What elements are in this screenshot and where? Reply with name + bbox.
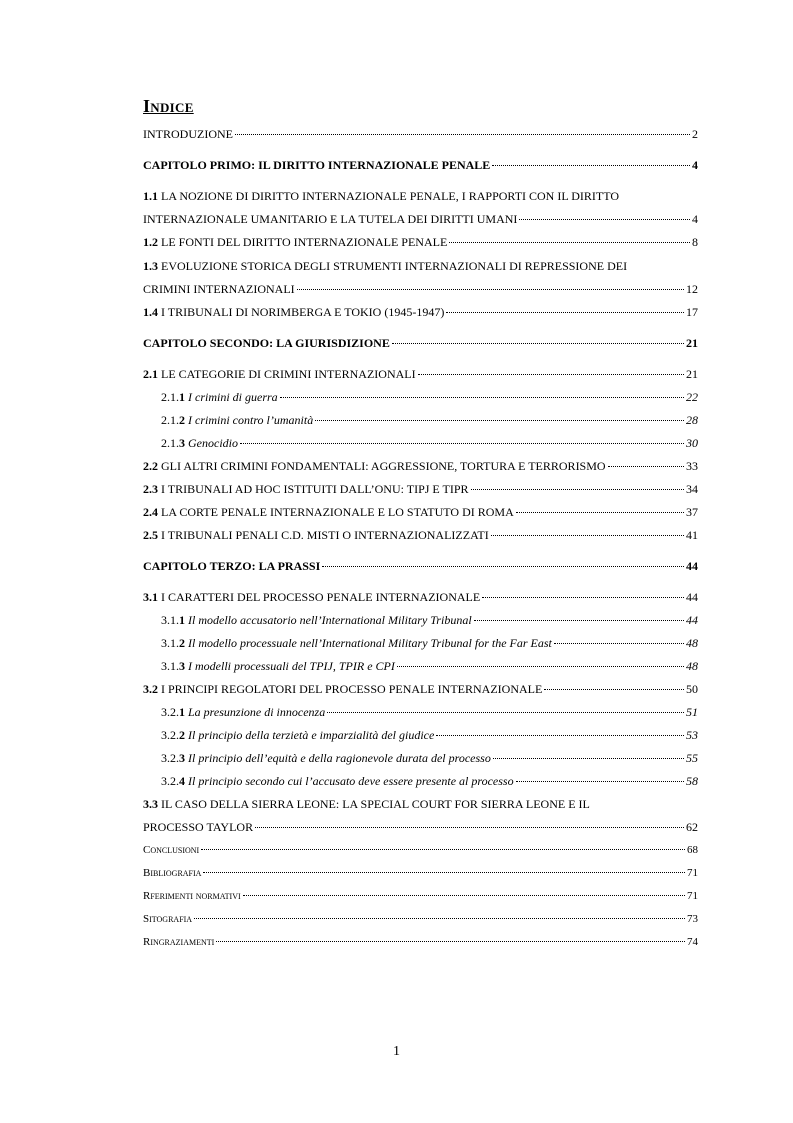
toc-entry-page: 51 xyxy=(686,705,698,719)
toc-entry-2-1[interactable] xyxy=(143,366,698,382)
toc-entry-number: 2.1.1 xyxy=(161,390,185,404)
toc-entry-number: 2.4 xyxy=(143,505,158,519)
toc-entry-page: 71 xyxy=(687,867,698,879)
toc-entry-label: CAPITOLO PRIMO: IL DIRITTO INTERNAZIONALE PENALE xyxy=(143,158,491,172)
toc-entry-1-1[interactable] xyxy=(143,211,698,227)
toc-entry-label: GLI ALTRI CRIMINI FONDAMENTALI: AGGRESSIONE, TORTURA E TERRORISMO xyxy=(161,459,606,473)
toc-entry-number: 1.1 xyxy=(143,189,158,203)
toc-entry-label: LE CATEGORIE DI CRIMINI INTERNAZIONALI xyxy=(161,367,416,381)
toc-entry-number: 1.4 xyxy=(143,305,158,319)
toc-leader-dots xyxy=(392,343,684,344)
toc-entry-page: 2 xyxy=(692,127,698,141)
toc-entry-2-1-3[interactable] xyxy=(161,435,698,451)
toc-entry-label: CRIMINI INTERNAZIONALI xyxy=(143,282,295,296)
toc-entry-page: 53 xyxy=(686,728,698,742)
toc-entry-label-line1: EVOLUZIONE STORICA DEGLI STRUMENTI INTERNAZIONALI DI REPRESSIONE DEI xyxy=(161,259,628,273)
toc-entry-page: 22 xyxy=(686,390,698,404)
toc-entry-label: La presunzione di innocenza xyxy=(188,705,326,719)
toc-entry-number: 3.2.4 xyxy=(161,774,185,788)
index-title: Indice xyxy=(143,96,194,116)
toc-entry-label: CAPITOLO TERZO: LA PRASSI xyxy=(143,559,321,573)
toc-leader-dots xyxy=(255,827,684,828)
toc-entry-page: 28 xyxy=(686,413,698,427)
toc-entry-page: 4 xyxy=(692,212,698,226)
toc-entry-3-1-1[interactable] xyxy=(161,612,698,628)
toc-entry-label: Sitografia xyxy=(143,913,193,925)
toc-entry-1-4[interactable] xyxy=(143,304,698,320)
toc-entry-label: Rferimenti normativi xyxy=(143,890,241,902)
toc-entry-page: 62 xyxy=(686,820,698,834)
toc-leader-dots xyxy=(449,242,690,243)
toc-leader-dots xyxy=(554,643,684,644)
toc-entry-introduzione[interactable] xyxy=(143,126,698,142)
toc-entry-3-2-4[interactable] xyxy=(161,773,698,789)
toc-entry-page: 55 xyxy=(686,751,698,765)
toc-leader-dots xyxy=(519,219,690,220)
toc-entry-number: 2.1.3 xyxy=(161,436,185,450)
toc-entry-page: 48 xyxy=(686,636,698,650)
toc-entry-3-2[interactable] xyxy=(143,681,698,697)
toc-entry-page: 4 xyxy=(692,158,698,172)
toc-entry-3-3[interactable] xyxy=(143,819,698,835)
toc-leader-dots xyxy=(322,566,684,567)
toc-entry-page: 21 xyxy=(686,336,698,350)
toc-entry-1-3-line1[interactable] xyxy=(143,258,698,274)
toc-entry-page: 34 xyxy=(686,482,698,496)
toc-entry-3-2-1[interactable] xyxy=(161,704,698,720)
toc-entry-page: 50 xyxy=(686,682,698,696)
toc-leader-dots xyxy=(216,941,685,942)
toc-entry-number: 1.2 xyxy=(143,235,158,249)
toc-entry-label: LA CORTE PENALE INTERNAZIONALE E LO STATUTO DI ROMA xyxy=(161,505,514,519)
toc-chapter-3[interactable] xyxy=(143,558,698,574)
toc-entry-number: 3.1 xyxy=(143,590,158,604)
toc-leader-dots xyxy=(544,689,684,690)
toc-leader-dots xyxy=(608,466,684,467)
toc-entry-page: 8 xyxy=(692,235,698,249)
toc-leader-dots xyxy=(201,849,685,850)
toc-leader-dots xyxy=(482,597,684,598)
toc-entry-ringraziamenti[interactable] xyxy=(143,934,698,950)
toc-entry-number: 2.1 xyxy=(143,367,158,381)
toc-entry-number: 3.1.1 xyxy=(161,613,185,627)
toc-entry-label: Bibliografia xyxy=(143,867,202,879)
toc-entry-label: Il modello processuale nell’International Military Tribunal for the Far East xyxy=(188,636,552,650)
toc-entry-label: Il principio secondo cui l’accusato deve essere presente al processo xyxy=(188,774,514,788)
toc-entry-page: 44 xyxy=(686,613,698,627)
toc-entry-label: Il principio dell’equità e della ragionevole durata del processo xyxy=(188,751,491,765)
toc-leader-dots xyxy=(474,620,684,621)
toc-entry-2-4[interactable] xyxy=(143,504,698,520)
toc-entry-3-2-3[interactable] xyxy=(161,750,698,766)
toc-entry-page: 71 xyxy=(687,890,698,902)
toc-leader-dots xyxy=(446,312,684,313)
toc-entry-3-2-2[interactable] xyxy=(161,727,698,743)
toc-leader-dots xyxy=(493,758,684,759)
toc-entry-3-3-line1[interactable] xyxy=(143,796,698,812)
toc-entry-label-line1: IL CASO DELLA SIERRA LEONE: LA SPECIAL COURT FOR SIERRA LEONE E IL xyxy=(161,797,590,811)
toc-entry-page: 58 xyxy=(686,774,698,788)
toc-entry-page: 44 xyxy=(686,559,698,573)
toc-entry-label: CAPITOLO SECONDO: LA GIURISDIZIONE xyxy=(143,336,390,350)
toc-entry-page: 48 xyxy=(686,659,698,673)
toc-entry-label: I PRINCIPI REGOLATORI DEL PROCESSO PENALE INTERNAZIONALE xyxy=(161,682,543,696)
toc-entry-page: 44 xyxy=(686,590,698,604)
toc-entry-number: 3.1.3 xyxy=(161,659,185,673)
toc-chapter-1[interactable] xyxy=(143,157,698,173)
toc-entry-2-1-2[interactable] xyxy=(161,412,698,428)
toc-leader-dots xyxy=(240,443,684,444)
toc-entry-2-3[interactable] xyxy=(143,481,698,497)
toc-leader-dots xyxy=(315,420,684,421)
toc-entry-number: 3.2.3 xyxy=(161,751,185,765)
toc-entry-label: I crimini contro l’umanità xyxy=(188,413,314,427)
toc-entry-page: 12 xyxy=(686,282,698,296)
toc-entry-number: 2.5 xyxy=(143,528,158,542)
toc-leader-dots xyxy=(471,489,684,490)
toc-leader-dots xyxy=(327,712,684,713)
toc-entry-label: I TRIBUNALI DI NORIMBERGA E TOKIO (1945-1947) xyxy=(161,305,445,319)
toc-entry-page: 41 xyxy=(686,528,698,542)
toc-entry-riferimenti[interactable] xyxy=(143,888,698,904)
toc-entry-1-2[interactable] xyxy=(143,234,698,250)
toc-entry-page: 74 xyxy=(687,936,698,948)
toc-leader-dots xyxy=(418,374,684,375)
toc-entry-label: I modelli processuali del TPIJ, TPIR e CPI xyxy=(188,659,395,673)
toc-entry-label: I CARATTERI DEL PROCESSO PENALE INTERNAZIONALE xyxy=(161,590,481,604)
toc-entry-number: 3.2.2 xyxy=(161,728,185,742)
toc-entry-label: Ringraziamenti xyxy=(143,936,215,948)
toc-leader-dots xyxy=(436,735,684,736)
toc-entry-2-2[interactable] xyxy=(143,458,698,474)
toc-entry-number: 3.1.2 xyxy=(161,636,185,650)
toc-entry-label: Genocidio xyxy=(188,436,238,450)
toc-entry-number: 1.3 xyxy=(143,259,158,273)
toc-leader-dots xyxy=(297,289,684,290)
toc-entry-number: 2.2 xyxy=(143,459,158,473)
toc-entry-bibliografia[interactable] xyxy=(143,865,698,881)
page-number: 1 xyxy=(393,1044,400,1059)
toc-entry-conclusioni[interactable] xyxy=(143,842,698,858)
toc-entry-page: 21 xyxy=(686,367,698,381)
toc-leader-dots xyxy=(516,781,684,782)
toc-entry-3-1[interactable] xyxy=(143,589,698,605)
toc-leader-dots xyxy=(235,134,690,135)
toc-entry-label: PROCESSO TAYLOR xyxy=(143,820,254,834)
toc-entry-1-3[interactable] xyxy=(143,281,698,297)
toc-leader-dots xyxy=(194,918,685,919)
toc-entry-1-1-line1[interactable] xyxy=(143,188,698,204)
toc-entry-2-5[interactable] xyxy=(143,527,698,543)
toc-entry-number: 3.2.1 xyxy=(161,705,185,719)
toc-leader-dots xyxy=(491,535,684,536)
toc-entry-page: 17 xyxy=(686,305,698,319)
toc-entry-number: 3.2 xyxy=(143,682,158,696)
toc-entry-label: I TRIBUNALI AD HOC ISTITUITI DALL’ONU: TIPJ E TIPR xyxy=(161,482,469,496)
toc-leader-dots xyxy=(243,895,685,896)
toc-entry-label: I TRIBUNALI PENALI C.D. MISTI O INTERNAZIONALIZZATI xyxy=(161,528,489,542)
toc-entry-label: INTERNAZIONALE UMANITARIO E LA TUTELA DEI DIRITTI UMANI xyxy=(143,212,518,226)
toc-entry-number: 2.3 xyxy=(143,482,158,496)
toc-entry-label: I crimini di guerra xyxy=(188,390,278,404)
toc-entry-2-1-1[interactable] xyxy=(161,389,698,405)
toc-chapter-2[interactable] xyxy=(143,335,698,351)
toc-entry-page: 33 xyxy=(686,459,698,473)
toc-entry-label: INTRODUZIONE xyxy=(143,127,233,141)
toc-entry-3-1-3[interactable] xyxy=(161,658,698,674)
toc-entry-sitografia[interactable] xyxy=(143,911,698,927)
toc-leader-dots xyxy=(397,666,684,667)
toc-entry-page: 30 xyxy=(686,436,698,450)
toc-entry-number: 2.1.2 xyxy=(161,413,185,427)
toc-entry-page: 73 xyxy=(687,913,698,925)
toc-entry-page: 37 xyxy=(686,505,698,519)
toc-entry-label: Conclusioni xyxy=(143,844,200,856)
toc-entry-page: 68 xyxy=(687,844,698,856)
toc-leader-dots xyxy=(203,872,685,873)
toc-entry-label: Il principio della terzietà e imparzialità del giudice xyxy=(188,728,435,742)
toc-entry-3-1-2[interactable] xyxy=(161,635,698,651)
toc-entry-label: Il modello accusatorio nell’International Military Tribunal xyxy=(188,613,472,627)
toc-leader-dots xyxy=(516,512,684,513)
toc-entry-label-line1: LA NOZIONE DI DIRITTO INTERNAZIONALE PENALE, I RAPPORTI CON IL DIRITTO xyxy=(161,189,620,203)
toc-entry-label: LE FONTI DEL DIRITTO INTERNAZIONALE PENALE xyxy=(161,235,448,249)
toc-entry-number: 3.3 xyxy=(143,797,158,811)
toc-leader-dots xyxy=(280,397,684,398)
toc-leader-dots xyxy=(492,165,690,166)
